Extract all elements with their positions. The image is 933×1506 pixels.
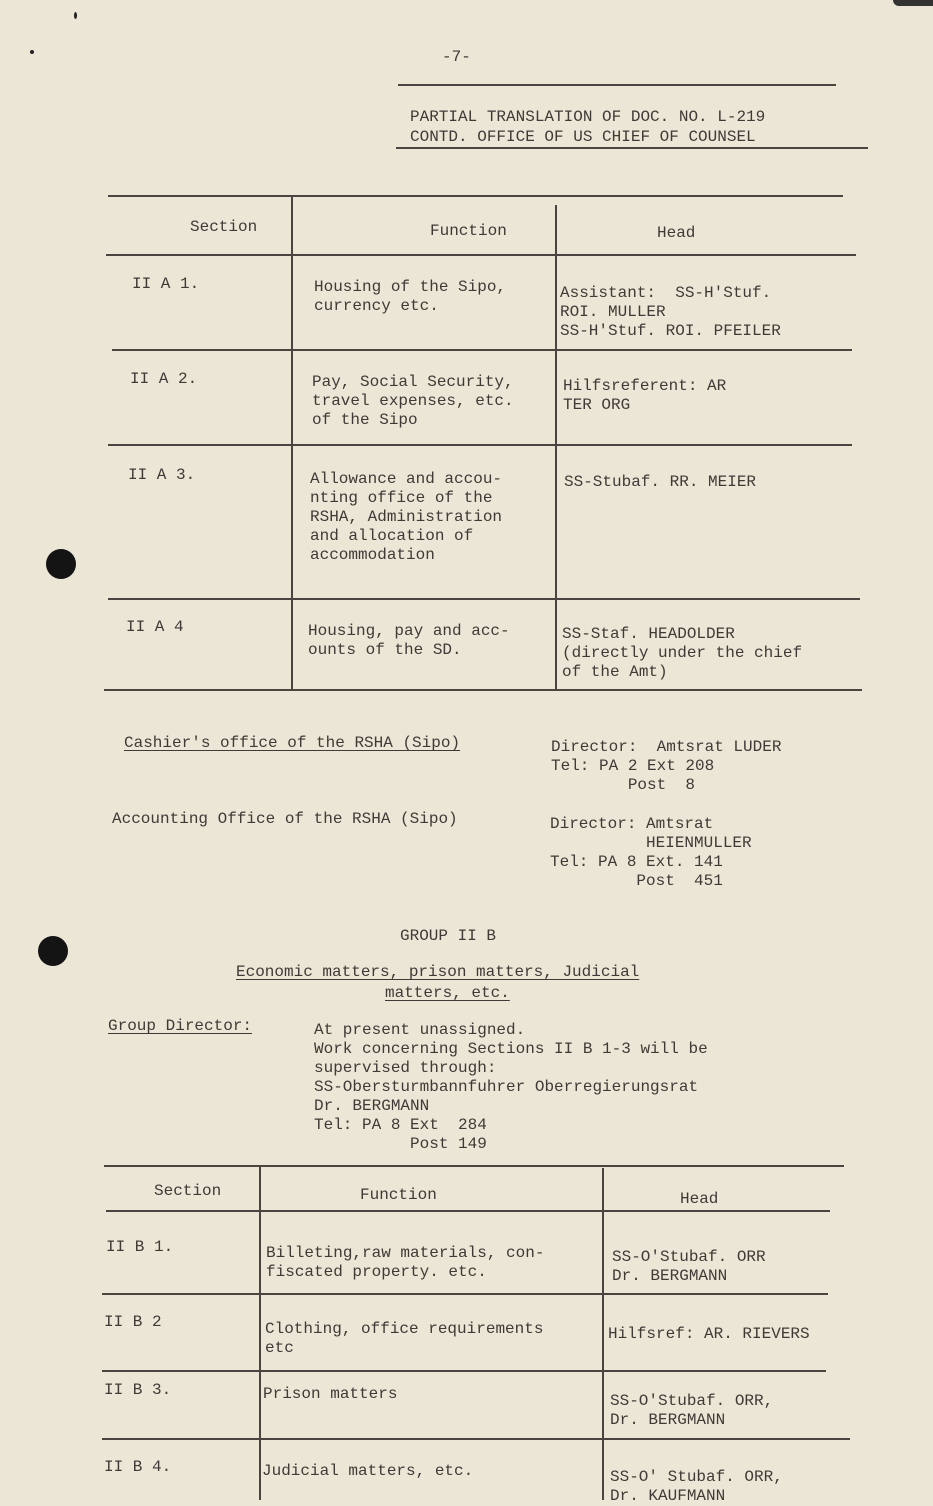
row-section: II B 1. (106, 1238, 174, 1256)
table-rule (104, 1165, 844, 1167)
row-head: Hilfsref: AR. RIEVERS (608, 1325, 810, 1343)
table-rule (108, 598, 860, 600)
row-section: II B 2 (104, 1313, 162, 1331)
table-rule (108, 444, 852, 446)
corner-smudge (893, 0, 933, 6)
office-name: Accounting Office of the RSHA (Sipo) (112, 810, 458, 828)
row-function: Judicial matters, etc. (262, 1462, 474, 1480)
col-header-head: Head (680, 1190, 719, 1208)
row-head: SS-O'Stubaf. ORR, Dr. BERGMANN (610, 1392, 774, 1429)
row-function: Prison matters (263, 1385, 398, 1403)
row-function: Billeting,raw materials, con- fiscated property. etc. (266, 1244, 545, 1281)
row-function: Clothing, office requirements etc (265, 1320, 544, 1357)
punch-hole (38, 936, 68, 966)
office-name: Cashier's office of the RSHA (Sipo) (124, 734, 461, 752)
row-section: II A 2. (130, 370, 198, 388)
row-function: Allowance and accou- nting office of the RSHA, Administration and allocation of accommodation (310, 470, 503, 564)
table-rule (112, 349, 852, 351)
col-header-section: Section (154, 1182, 222, 1200)
row-head: Assistant: SS-H'Stuf. ROI. MULLER SS-H'Stuf. ROI. PFEILER (560, 284, 781, 340)
row-head: SS-Stubaf. RR. MEIER (564, 473, 757, 491)
row-section: II A 4 (126, 618, 184, 636)
group-title: GROUP II B (400, 927, 497, 945)
row-function: Housing of the Sipo, currency etc. (314, 278, 507, 315)
table-rule (102, 1438, 850, 1440)
row-head: SS-Staf. HEADOLDER (directly under the chief of the Amt) (562, 625, 803, 681)
col-header-head: Head (657, 224, 696, 242)
table-rule (106, 254, 856, 256)
header-line-2: CONTD. OFFICE OF US CHIEF OF COUNSEL (410, 128, 756, 146)
row-section: II A 3. (128, 466, 196, 484)
table-col-rule (602, 1168, 604, 1500)
col-header-function: Function (360, 1186, 437, 1204)
office-director: Director: Amtsrat LUDER Tel: PA 2 Ext 208 Post 8 (551, 738, 782, 794)
table-rule (106, 1210, 830, 1212)
ink-speck (74, 12, 77, 19)
row-head: SS-O' Stubaf. ORR, Dr. KAUFMANN (610, 1468, 783, 1505)
row-head: Hilfsreferent: AR TER ORG (563, 377, 727, 414)
col-header-function: Function (430, 222, 507, 240)
row-section: II A 1. (132, 275, 200, 293)
group-director-label: Group Director: (108, 1017, 253, 1035)
row-function: Housing, pay and acc- ounts of the SD. (308, 622, 510, 659)
row-function: Pay, Social Security, travel expenses, etc. of the Sipo (312, 373, 514, 429)
row-head: SS-O'Stubaf. ORR Dr. BERGMANN (612, 1248, 766, 1285)
row-section: II B 3. (104, 1381, 172, 1399)
header-rule-bottom (396, 147, 868, 149)
table-rule (102, 1293, 828, 1295)
office-director: Director: Amtsrat HEIENMULLER Tel: PA 8 Ext. 141 Post 451 (550, 815, 752, 890)
col-header-section: Section (190, 218, 258, 236)
table-rule (108, 195, 843, 197)
table-col-rule (555, 205, 557, 689)
page-number: -7- (442, 48, 471, 66)
table-col-rule (259, 1165, 261, 1500)
header-rule-top (398, 84, 836, 86)
group-subtitle-2: matters, etc. (385, 984, 510, 1002)
punch-hole (46, 549, 76, 579)
table-rule (102, 1370, 826, 1372)
table-col-rule (291, 195, 293, 689)
header-line-1: PARTIAL TRANSLATION OF DOC. NO. L-219 (410, 108, 766, 126)
group-director-text: At present unassigned. Work concerning Sections II B 1-3 will be supervised through: SS-Obersturmbannfuhrer Oberregierungsrat Dr. BERGMANN Tel: PA 8 Ext 284 Post 149 (314, 1021, 708, 1153)
group-subtitle-1: Economic matters, prison matters, Judicial (236, 963, 640, 981)
row-section: II B 4. (104, 1458, 172, 1476)
table-rule (104, 689, 862, 691)
ink-speck (30, 50, 34, 54)
